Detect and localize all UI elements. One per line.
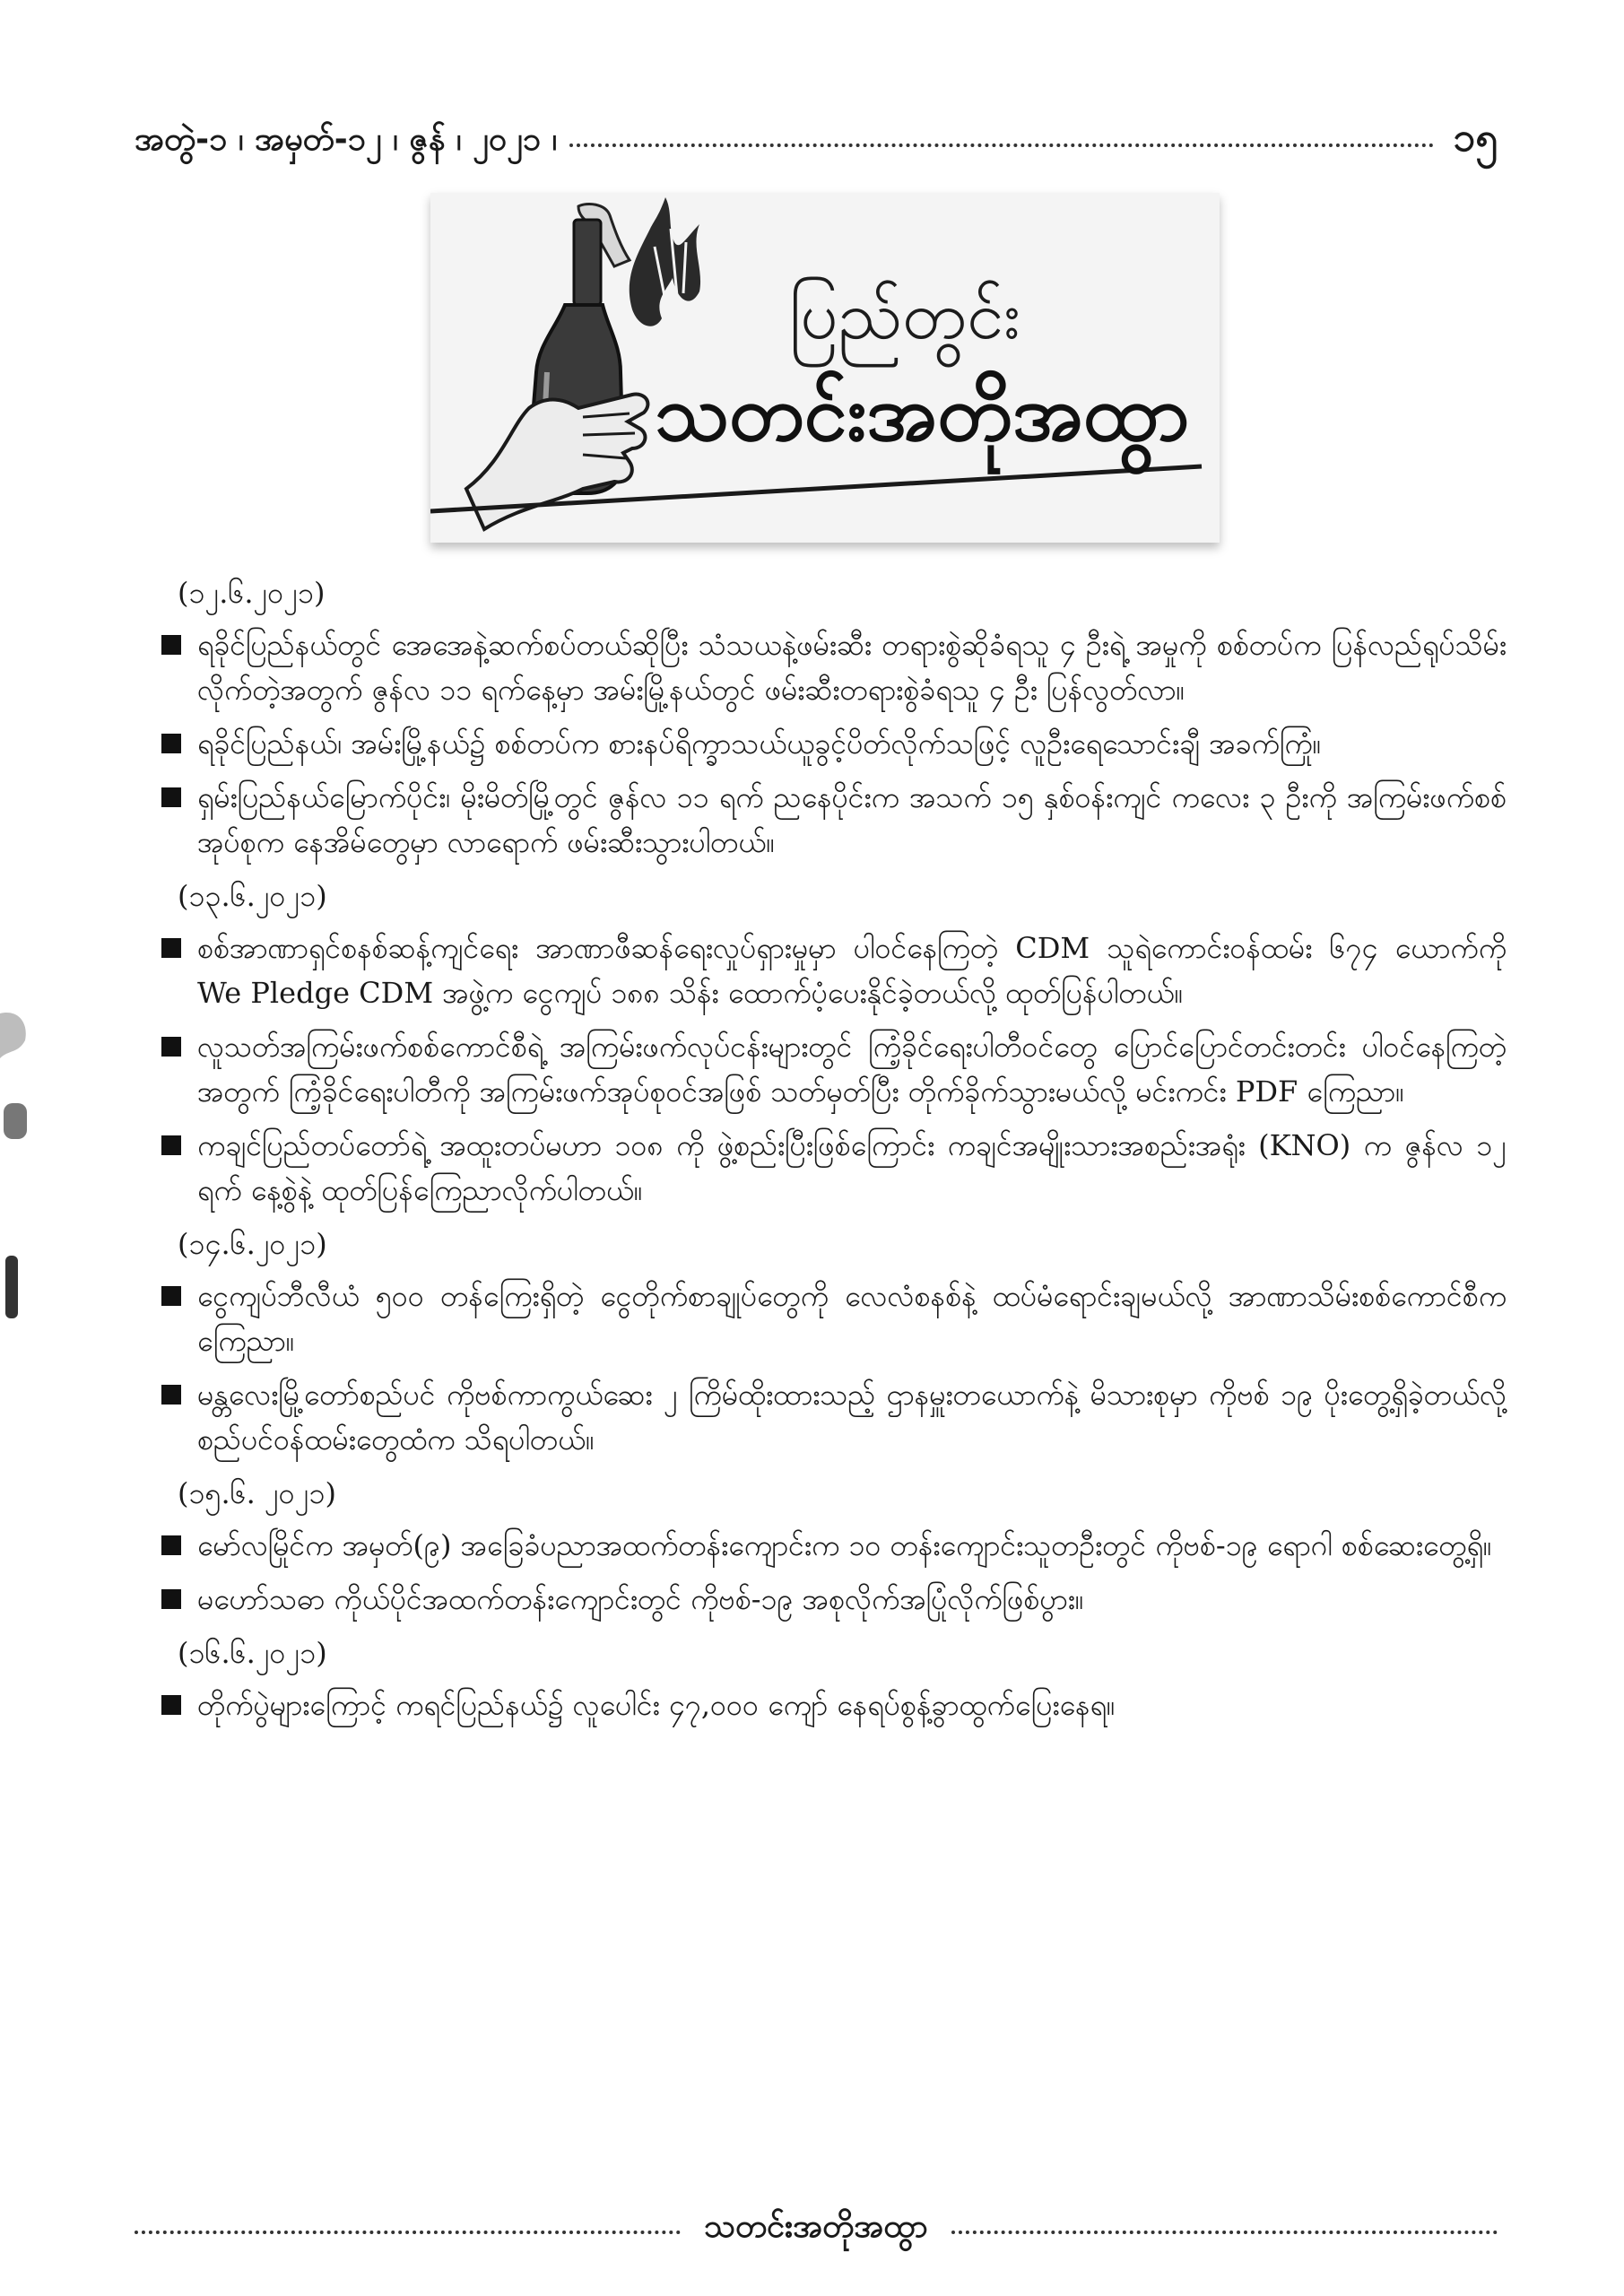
news-item	[161, 1024, 1507, 1114]
square-bullet-icon	[161, 787, 181, 807]
news-item	[161, 622, 1507, 712]
news-item-text: ကချင်ပြည်တပ်တော်ရဲ့ အထူးတပ်မဟာ ၁၀၈ ကို ဖွဲ့စည်းပြီးဖြစ်ကြောင်း ကချင်အမျိုးသားအစည်းအရုံး (KNO) က ဇွန်လ ၁၂ ရက် နေ့စွဲနဲ့ ထုတ်ပြန်ကြေညာလိုက်ပါတယ်။	[197, 1128, 1507, 1207]
news-item-text: ရခိုင်ပြည်နယ်၊ အမ်းမြို့နယ်၌ စစ်တပ်က စားနပ်ရိက္ခာသယ်ယူခွင့်ပိတ်လိုက်သဖြင့် လူဦးရေသောင်းချီ အခက်ကြုံ။	[197, 726, 1322, 761]
issue-info: အတွဲ-၁ ၊ အမှတ်-၁၂ ၊ ဇွန် ၊ ၂၀၂၁ ၊	[135, 121, 558, 158]
section-date: (၁၆.၆.၂၀၂၁)	[178, 1636, 327, 1670]
page-footer	[135, 2202, 1498, 2256]
square-bullet-icon	[161, 938, 181, 958]
square-bullet-icon	[161, 1037, 181, 1057]
news-item-text: ရှမ်းပြည်နယ်မြောက်ပိုင်း၊ မိုးမိတ်မြို့တွင် ဇွန်လ ၁၁ ရက် ညနေပိုင်းက အသက် ၁၅ နှစ်ဝန်းကျင် ကလေး ၃ ဦးကို အကြမ်းဖက်စစ်အုပ်စုက နေအိမ်တွေမှာ လာရောက် ဖမ်းဆီးသွားပါတယ်။	[197, 780, 1507, 859]
section-date: (၁၃.၆.၂၀၂၁)	[178, 879, 327, 913]
square-bullet-icon	[161, 635, 181, 655]
adjacent-page-edge	[0, 987, 34, 1372]
square-bullet-icon	[161, 1589, 181, 1609]
section-date: (၁၄.၆.၂၀၂၁)	[178, 1227, 327, 1261]
news-item-text: ငွေကျပ်ဘီလီယံ ၅၀၀ တန်ကြေးရှိတဲ့ ငွေတိုက်စာချုပ်တွေကို လေလံစနစ်နဲ့ ထပ်မံရောင်းချမယ်လို့ အာဏာသိမ်းစစ်ကောင်စီက ကြေညာ။	[197, 1279, 1507, 1358]
footer-dotted-rule-left	[135, 2231, 681, 2234]
square-bullet-icon	[161, 734, 181, 753]
page-header	[135, 115, 1498, 169]
square-bullet-icon	[161, 1695, 181, 1715]
masthead-title-line2: သတင်းအတိုအထွာ	[655, 369, 1190, 458]
news-item	[161, 1683, 1507, 1727]
masthead-title-line1: ပြည်တွင်း	[789, 277, 1021, 354]
news-item	[161, 721, 1507, 766]
news-item	[161, 1274, 1507, 1363]
section-date: (၁၅.၆. ၂၀၂၁)	[178, 1476, 336, 1510]
news-item	[161, 1577, 1507, 1622]
masthead-banner	[430, 193, 1220, 543]
news-item-text: မော်လမြိုင်က အမှတ်(၉) အခြေခံပညာအထက်တန်းကျောင်းက ၁၀ တန်းကျောင်းသူတဦးတွင် ကိုဗစ်-၁၉ ရောဂါ စစ်ဆေးတွေ့ရှိ။	[197, 1528, 1492, 1562]
news-item-text: ရခိုင်ပြည်နယ်တွင် အေအေနဲ့ဆက်စပ်တယ်ဆိုပြီး သံသယနဲ့ဖမ်းဆီး တရားစွဲဆိုခံရသူ ၄ ဦးရဲ့ အမှုကို စစ်တပ်က ပြန်လည်ရုပ်သိမ်းလိုက်တဲ့အတွက် ဇွန်လ ၁၁ ရက်နေ့မှာ အမ်းမြို့နယ်တွင် ဖမ်းဆီးတရားစွဲခံရသူ ၄ ဦး ပြန်လွတ်လာ။	[197, 628, 1507, 707]
square-bullet-icon	[161, 1535, 181, 1555]
news-item-text: လူသတ်အကြမ်းဖက်စစ်ကောင်စီရဲ့ အကြမ်းဖက်လုပ်ငန်းများတွင် ကြံ့ခိုင်ရေးပါတီဝင်တွေ ပြောင်ပြောင်တင်းတင်း ပါဝင်နေကြတဲ့အတွက် ကြံ့ခိုင်ရေးပါတီကို အကြမ်းဖက်အုပ်စုဝင်အဖြစ် သတ်မှတ်ပြီး တိုက်ခိုက်သွားမယ်လို့ မင်းကင်း PDF ကြေညာ။	[197, 1030, 1507, 1109]
news-item-text: တိုက်ပွဲများကြောင့် ကရင်ပြည်နယ်၌ လူပေါင်း ၄၇,၀၀၀ ကျော် နေရပ်စွန့်ခွာထွက်ပြေးနေရ။	[197, 1688, 1116, 1722]
footer-title: သတင်းအတိုအထွာ	[704, 2208, 928, 2245]
news-item-text: မဟော်သဓာ ကိုယ်ပိုင်အထက်တန်းကျောင်းတွင် ကိုဗစ်-၁၉ အစုလိုက်အပြုံလိုက်ဖြစ်ပွား။	[197, 1582, 1084, 1616]
news-content	[161, 565, 1507, 1736]
news-item	[161, 1372, 1507, 1462]
square-bullet-icon	[161, 1385, 181, 1405]
news-item	[161, 1523, 1507, 1568]
news-item-text: မန္တလေးမြို့တော်စည်ပင် ကိုဗစ်ကာကွယ်ဆေး ၂ ကြိမ်ထိုးထားသည့် ဌာနမှူးတယောက်နဲ့ မိသားစုမှာ ကိုဗစ် ၁၉ ပိုးတွေ့ရှိခဲ့တယ်လို့ စည်ပင်ဝန်ထမ်းတွေထံက သိရပါတယ်။	[197, 1378, 1507, 1457]
page-number: ၁၅	[1453, 115, 1498, 161]
news-item	[161, 1123, 1507, 1213]
news-item-text: စစ်အာဏာရှင်စနစ်ဆန့်ကျင်ရေး အာဏာဖီဆန်ရေးလှုပ်ရှားမှုမှာ ပါဝင်နေကြတဲ့ CDM သူရဲကောင်းဝန်ထမ်း ၆၇၄ ယောက်ကို We Pledge CDM အဖွဲ့က ငွေကျပ် ၁၈၈ သိန်း ထောက်ပံ့ပေးနိုင်ခဲ့တယ်လို့ ထုတ်ပြန်ပါတယ်။	[197, 931, 1507, 1010]
square-bullet-icon	[161, 1135, 181, 1155]
footer-dotted-rule-right	[951, 2231, 1498, 2234]
section-date: (၁၂.၆.၂၀၂၁)	[178, 576, 326, 610]
square-bullet-icon	[161, 1286, 181, 1306]
news-item	[161, 926, 1507, 1015]
header-dotted-rule	[569, 144, 1433, 147]
news-item	[161, 775, 1507, 865]
